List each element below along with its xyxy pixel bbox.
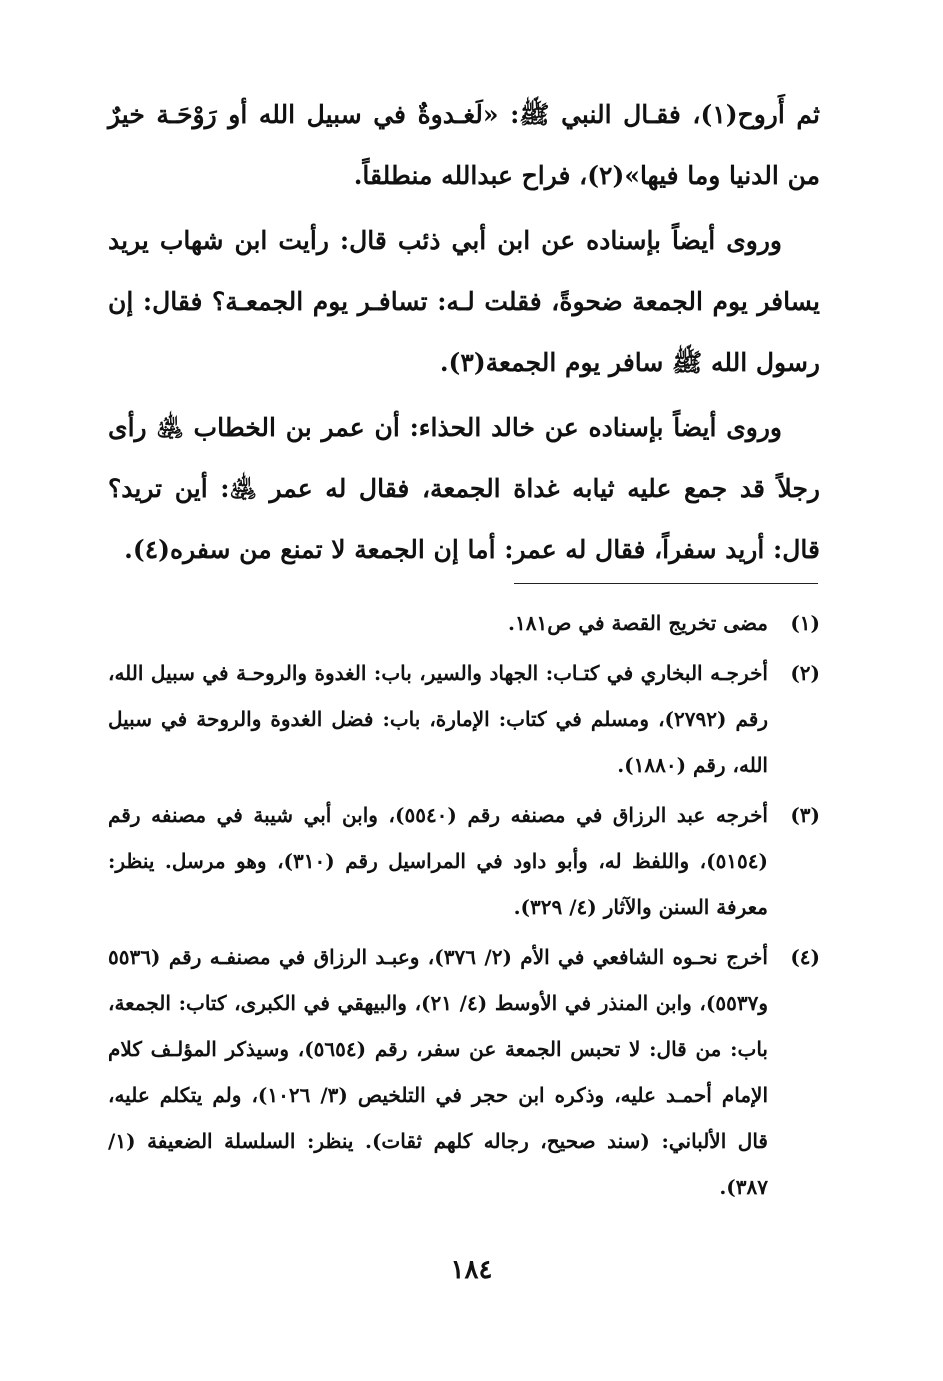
footnotes	[108, 600, 820, 1214]
paragraph-3: وروى أيضاً بإسناده عن خالد الحذاء: أن عمر بن الخطاب ﵁ رأى رجلاً قد جمع عليه ثيابه غداة الجمعة، فقال له عمر ﵁: أين تريد؟ قال: أريد سفراً، فقال له عمر: أما إن الجمعة لا تمنع من سفره(٤).	[108, 413, 820, 564]
footnote-1	[108, 600, 820, 646]
paragraph-2: وروى أيضاً بإسناده عن ابن أبي ذئب قال: رأيت ابن شهاب يريد يسافر يوم الجمعة ضحوةً، فقلت لـه: تسافـر يوم الجمعـة؟ فقال: إن رسول الله ﷺ سافر يوم الجمعة(٣).	[108, 226, 820, 377]
main-text	[108, 84, 820, 580]
footnote-separator	[514, 583, 818, 584]
footnote-4	[108, 934, 820, 1210]
footnote-text: مضى تخريج القصة في ص١٨١.	[507, 611, 768, 635]
footnote-2	[108, 650, 820, 788]
footnote-text: أخرج نحـوه الشافعي في الأم (٢/ ٣٧٦)، وعبـد الرزاق في مصنفـه رقم (٥٥٣٦ و٥٥٣٧)، وابن المنذر في الأوسط (٤/ ٢١)، والبيهقي في الكبرى، كتاب: الجمعة، باب: من قال: لا تحبس الجمعة عن سفر، رقم (٥٦٥٤)، وسيذكر المؤلـف كلام الإمام أحمـد عليه، وذكره ابن حجر في التلخيص (٣/ ١٠٢٦)، ولم يتكلم عليه، قال الألباني: (سند صحيح، رجاله كلهم ثقات). ينظر: السلسلة الضعيفة (١/ ٣٨٧).	[108, 945, 768, 1199]
footnote-number: (١)	[790, 611, 820, 635]
footnote-text: أخرجه عبد الرزاق في مصنفه رقم (٥٥٤٠)، وابن أبي شيبة في مصنفه رقم (٥١٥٤)، واللفظ له، وأبو داود في المراسيل رقم (٣١٠)، وهو مرسل. ينظر: معرفة السنن والآثار (٤/ ٣٢٩).	[108, 803, 768, 919]
paragraph-1: ثم أَروح(١)، فقـال النبي ﷺ: «لَغـدوةٌ في سبيل الله أو رَوْحَـة خيرٌ من الدنيا وما فيها»(٢)، فراح عبدالله منطلقاً.	[108, 100, 820, 190]
footnote-number: (٤)	[790, 945, 820, 969]
page-number: ١٨٤	[450, 1255, 493, 1285]
footnote-text: أخرجـه البخاري في كتـاب: الجهاد والسير، باب: الغدوة والروحـة في سبيل الله، رقم (٢٧٩٢)، ومسلم في كتاب: الإمارة، باب: فضل الغدوة والروحة في سبيل الله، رقم (١٨٨٠).	[108, 661, 768, 777]
footnote-number: (٢)	[790, 661, 820, 685]
footnote-number: (٣)	[790, 803, 820, 827]
footnote-3	[108, 792, 820, 930]
